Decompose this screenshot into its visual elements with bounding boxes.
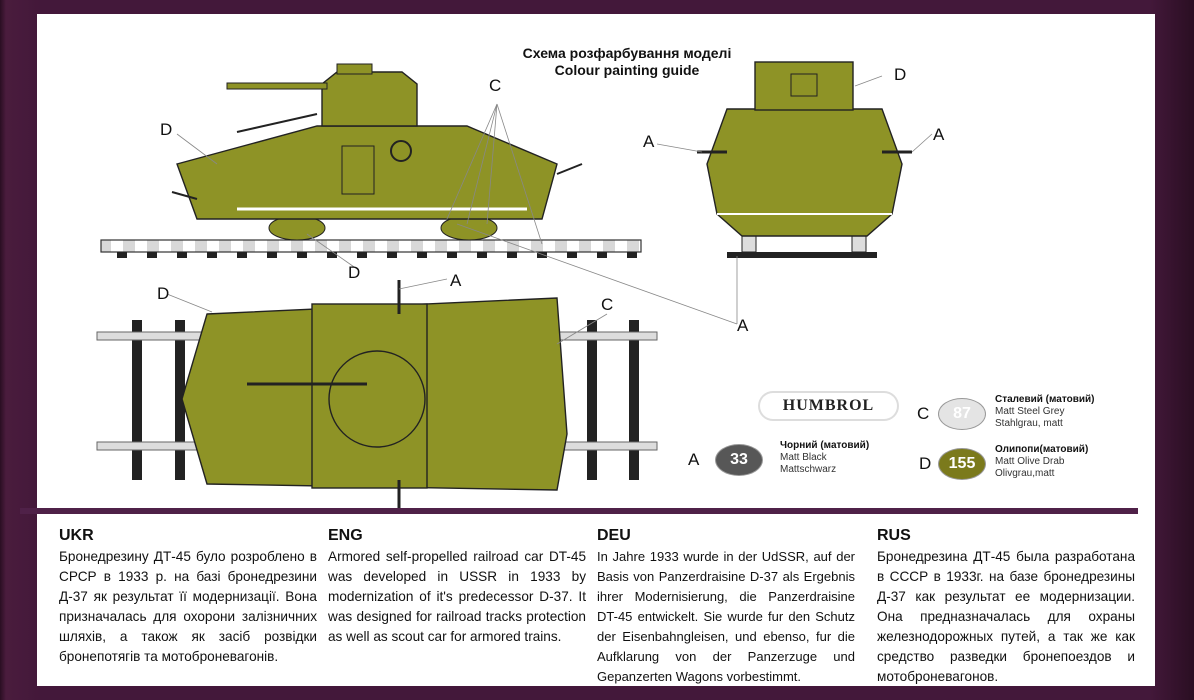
- text-ukr: [59, 526, 317, 667]
- title-ua: Схема розфарбування моделі: [522, 45, 732, 61]
- description-rus: Бронедрезина ДТ-45 была разработана в СССР в 1933г. на базе бронедрезины Д-37 как результат ее модернизации. Она предназначалась для охраны железнодорожных путей, а так же как средство разведки бронепоездов и мотоброневагонов.: [877, 549, 1135, 684]
- paint-chip: 33: [715, 444, 763, 476]
- callout-d-side: D: [160, 120, 173, 139]
- callout-c-top: C: [601, 295, 614, 314]
- text-eng: [328, 526, 586, 647]
- lang-code-ukr: UKR: [59, 527, 94, 544]
- paint-name-de: Olivgrau,matt: [995, 468, 1055, 479]
- paint-chip: 87: [938, 398, 986, 430]
- front-view: [697, 62, 912, 258]
- callout-c-side: C: [489, 76, 502, 95]
- side-view: [101, 64, 641, 258]
- lang-code-rus: RUS: [877, 527, 911, 544]
- text-rus: [877, 526, 1135, 687]
- title-en: Colour painting guide: [554, 62, 700, 78]
- paint-names: [995, 394, 1095, 430]
- description-ukr: Бронедрезину ДТ-45 було розроблено в СРСР в 1933 р. на базі бронедрезини Д-37 як результат її модернизації. Вона призначалась для охорони залізничних шляхів, а також як засіб розвідки бронепотягів та мотоброневагонів.: [59, 549, 317, 664]
- paint-name-ua: Олипопи(матовий): [995, 444, 1089, 455]
- paint-name-ua: Чорний (матовий): [780, 440, 870, 451]
- paint-name-en: Matt Black: [780, 452, 827, 463]
- text-deu: [597, 526, 855, 687]
- description-eng: Armored self-propelled railroad car DT-45 was developed in USSR in 1933 by modernization of it's predecessor D-37. It was designed for railroad tracks protection as well as scout car for armored trains.: [328, 549, 586, 644]
- callout-a-front-right: A: [933, 125, 945, 144]
- paint-letter: D: [919, 454, 932, 473]
- callout-a-front-left: A: [643, 132, 655, 151]
- top-turret-icon: [329, 351, 425, 447]
- callout-d-top: D: [157, 284, 170, 303]
- painting-diagram: [37, 14, 1155, 514]
- callout-d-front: D: [894, 65, 907, 84]
- description-deu: In Jahre 1933 wurde in der UdSSR, auf der Basis von Panzerdraisine D-37 als Ergebnis ihrer Modernisierung, die Panzerdraisine DT-45 entwickelt. Sie wurde fur den Schutz der Eisenbahngleisen, und ebenso, fur die Aufklarung von der Panzerzuge und Gepanzerten Wagons vorbestimmt.: [597, 549, 855, 684]
- paint-name-de: Stahlgrau, matt: [995, 418, 1063, 429]
- front-rail-icon: [727, 252, 877, 258]
- front-hull-icon: [707, 109, 902, 236]
- side-turret-icon: [322, 72, 417, 126]
- paint-chip: 155: [938, 448, 986, 480]
- paint-name-ua: Сталевий (матовий): [995, 394, 1095, 405]
- paint-letter: C: [917, 404, 930, 423]
- lang-code-deu: DEU: [597, 527, 631, 544]
- paint-letter: A: [688, 450, 700, 469]
- lang-code-eng: ENG: [328, 527, 363, 544]
- top-view: [97, 280, 657, 514]
- paint-name-de: Mattschwarz: [780, 464, 837, 475]
- callout-d-wheel: D: [348, 263, 361, 282]
- callout-a-top: A: [450, 271, 462, 290]
- callout-a-rail: A: [737, 316, 749, 335]
- side-rail-icon: [101, 240, 641, 252]
- paint-name-en: Matt Steel Grey: [995, 406, 1065, 417]
- brand-logo: HUMBROL: [760, 393, 897, 419]
- paint-names: [995, 444, 1088, 480]
- section-divider: [20, 508, 1138, 514]
- paint-names: [780, 440, 869, 476]
- paint-name-en: Matt Olive Drab: [995, 456, 1065, 467]
